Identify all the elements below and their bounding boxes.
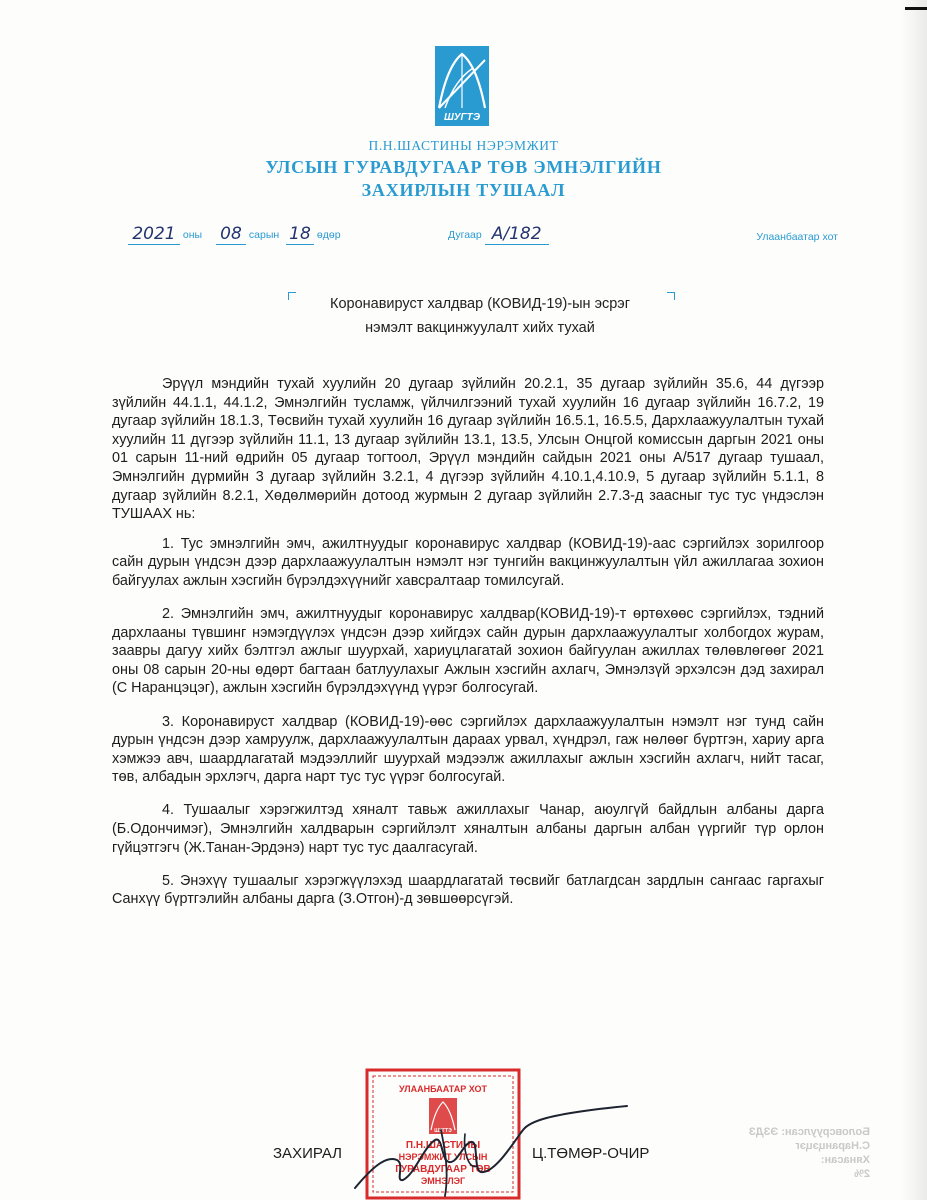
- show-through-line-1: Боловсруулсан: ЭЗДЗ С.Наранцэцэг: [748, 1126, 870, 1152]
- signatory-title: ЗАХИРАЛ: [273, 1145, 343, 1162]
- order-heading: ЗАХИРЛЫН ТУШААЛ: [361, 180, 566, 200]
- stamp-line-3: НЭРЭМЖИТ УЛСЫН: [398, 1152, 488, 1162]
- order-number-value: A/182: [485, 224, 549, 245]
- subject-line-1: Коронавируст халдвар (КОВИД-19)-ын эсрэг: [330, 296, 630, 312]
- stamp-line-1: УЛААНБААТАР ХОТ: [399, 1084, 487, 1094]
- reverse-side-show-through: [700, 1125, 870, 1181]
- date-year-label: оны: [182, 229, 203, 241]
- org-name-top: П.Н.ШАСТИНЫ НЭРЭМЖИТ: [368, 138, 559, 153]
- order-item-5: 5. Энэхүү тушаалыг хэрэгжүүлэхэд шаардлагатай төсвийг батлагдсан зардлын сангаас гаргахыг Санхүү бүртгэлийн албаны дарга (З.Отгон)-д зөвшөөрсүгэй.: [112, 872, 824, 908]
- date-year-field: [128, 224, 202, 245]
- scan-corner-mark: [905, 7, 927, 10]
- subject-line-2: нэмэлт вакцинжуулалт хийх тухай: [365, 320, 595, 336]
- stamp-line-5: ЭМНЭЛЭГ: [420, 1176, 466, 1186]
- city-label: Улаанбаатар хот: [756, 231, 838, 243]
- order-meta-row: [128, 224, 838, 248]
- order-number-label: Дугаар: [448, 229, 482, 241]
- order-number-field: [448, 224, 549, 245]
- order-item-3: 3. Коронавируст халдвар (КОВИД-19)-өөс сэргийлэх дархлаажуулалтын нэмэлт нэг тунд сайн дурын үндсэн дээр хамруулж, дархлаажуулалтын дараах урвал, хүндрэл, гаж нөлөөг бүртгэн, хариу арга хэмжээ авч, шаардлагатай мэдээллийг шуурхай мэдээлж ажиллахыг ажлын хэсгийн ахлагч, нийт тасаг, төв, албадын эрхлэгч, дарга нарт тус тус үүрэг болгосугай.: [112, 713, 824, 786]
- order-item-2: 2. Эмнэлгийн эмч, ажилтнуудыг коронавирус халдвар(КОВИД-19)-т өртөхөөс сэргийлэх, тэдний дархлааны түвшинг нэмэгдүүлэх үндсэн дээр хийгдэх сайн дурын дархлаажуулалтыг холбогдох журам, заавры дагуу хийх бэлтгэл ажлыг шуурхай, хариуцлагатай зохион байгуулан ажиллах төлөвлөгөөг 2021 оны 08 сарын 20-ны өдөрт багтаан батлуулахыг Ажлын хэсгийн ахлагч, Эмнэлзүй эрхэлсэн дэд захирал (С Наранцэцэг), ажлын хэсгийн бүрэлдэхүүнд үүрэг болгосугай.: [112, 606, 824, 697]
- date-day-field: [286, 224, 341, 245]
- logo-text: ШУГТЭ: [443, 112, 481, 123]
- stamp-line-4: ГУРАВДУГААР ТӨВ: [395, 1164, 491, 1175]
- signatory-name: Ц.ТӨМӨР-ОЧИР: [532, 1145, 650, 1162]
- stamp-line-2: П.Н.ШАСТИНЫ: [405, 1140, 481, 1151]
- order-subject: [285, 292, 675, 340]
- show-through-line-3: 2%: [854, 1168, 870, 1180]
- org-name-main: УЛСЫН ГУРАВДУГААР ТӨВ ЭМНЭЛГИЙН: [265, 157, 662, 177]
- order-item-4: 4. Тушаалыг хэрэгжилтэд хяналт тавьж ажиллахыг Чанар, аюулгүй байдлын албаны дарга (Б.Одончимэг), Эмнэлгийн халдварын сэргийлэлт хяналтын албаны даргын албан үүргийг түр орлон гүйцэтгэгч (Ж.Танан-Эрдэнэ) нарт тус тус даалгасугай.: [112, 802, 824, 856]
- order-item-1: 1. Тус эмнэлгийн эмч, ажилтнуудыг коронавирус халдвар (КОВИД-19)-аас сэргийлэх зорилгоор сайн дурын үндсэн дээр дархлаажуулалтын нэмэлт нэг тунгийн вакцинжуулалтын үйл ажиллагаа зохион байгуулах ажлын хэсгийн бүрэлдэхүүнийг хавсралтаар томилсугай.: [112, 535, 824, 589]
- preamble-paragraph: Эрүүл мэндийн тухай хуулийн 20 дугаар зүйлийн 20.2.1, 35 дугаар зүйлийн 35.6, 44 дүгээр зүйлийн 44.1.1, 44.1.2, Эмнэлгийн тусламж, үйлчилгээний тухай хуулийн 16 дугаар зүйлийн 16.7.2, 19 дугаар зүйлийн 18.1.3, Төсвийн тухай хуулийн 16 дугаар зүйлийн 16.5.1, 16.5.5, Дархлаажуулалтын тухай хуулийн 11 дүгээр зүйлийн 11.1, 13 дугаар зүйлийн 13.1, 13.5, Улсын Онцгой комиссын даргын 2021 оны 01 сарын 11-ний өдрийн 05 дугаар тогтоол, Эрүүл мэндийн сайдын 2021 оны А/517 дугаар тушаал, Эмнэлгийн дүрмийн 3 дугаар зүйлийн 3.2.1, 4 дүгээр зүйлийн 4.10.1,4.10.9, 5 дугаар зүйлийн 5.1.1, 8 дугаар зүйлийн 8.2.1, Хөдөлмөрийн дотоод журмын 2 дугаар зүйлийн 2.7.3-д заасныг тус тус үндэслэн ТУШААХ нь:: [112, 376, 824, 523]
- date-month-label: сарын: [248, 229, 280, 241]
- date-day-label: өдөр: [316, 229, 341, 241]
- order-body: [112, 375, 824, 923]
- stamp-logo-text: ШУГТЭ: [434, 1128, 452, 1134]
- hospital-logo-icon: [435, 46, 489, 126]
- date-month-value: 08: [216, 224, 246, 245]
- date-year-value: 2021: [128, 224, 180, 245]
- show-through-line-2: Хянасан:: [820, 1154, 870, 1166]
- date-day-value: 18: [286, 224, 314, 245]
- date-month-field: [216, 224, 279, 245]
